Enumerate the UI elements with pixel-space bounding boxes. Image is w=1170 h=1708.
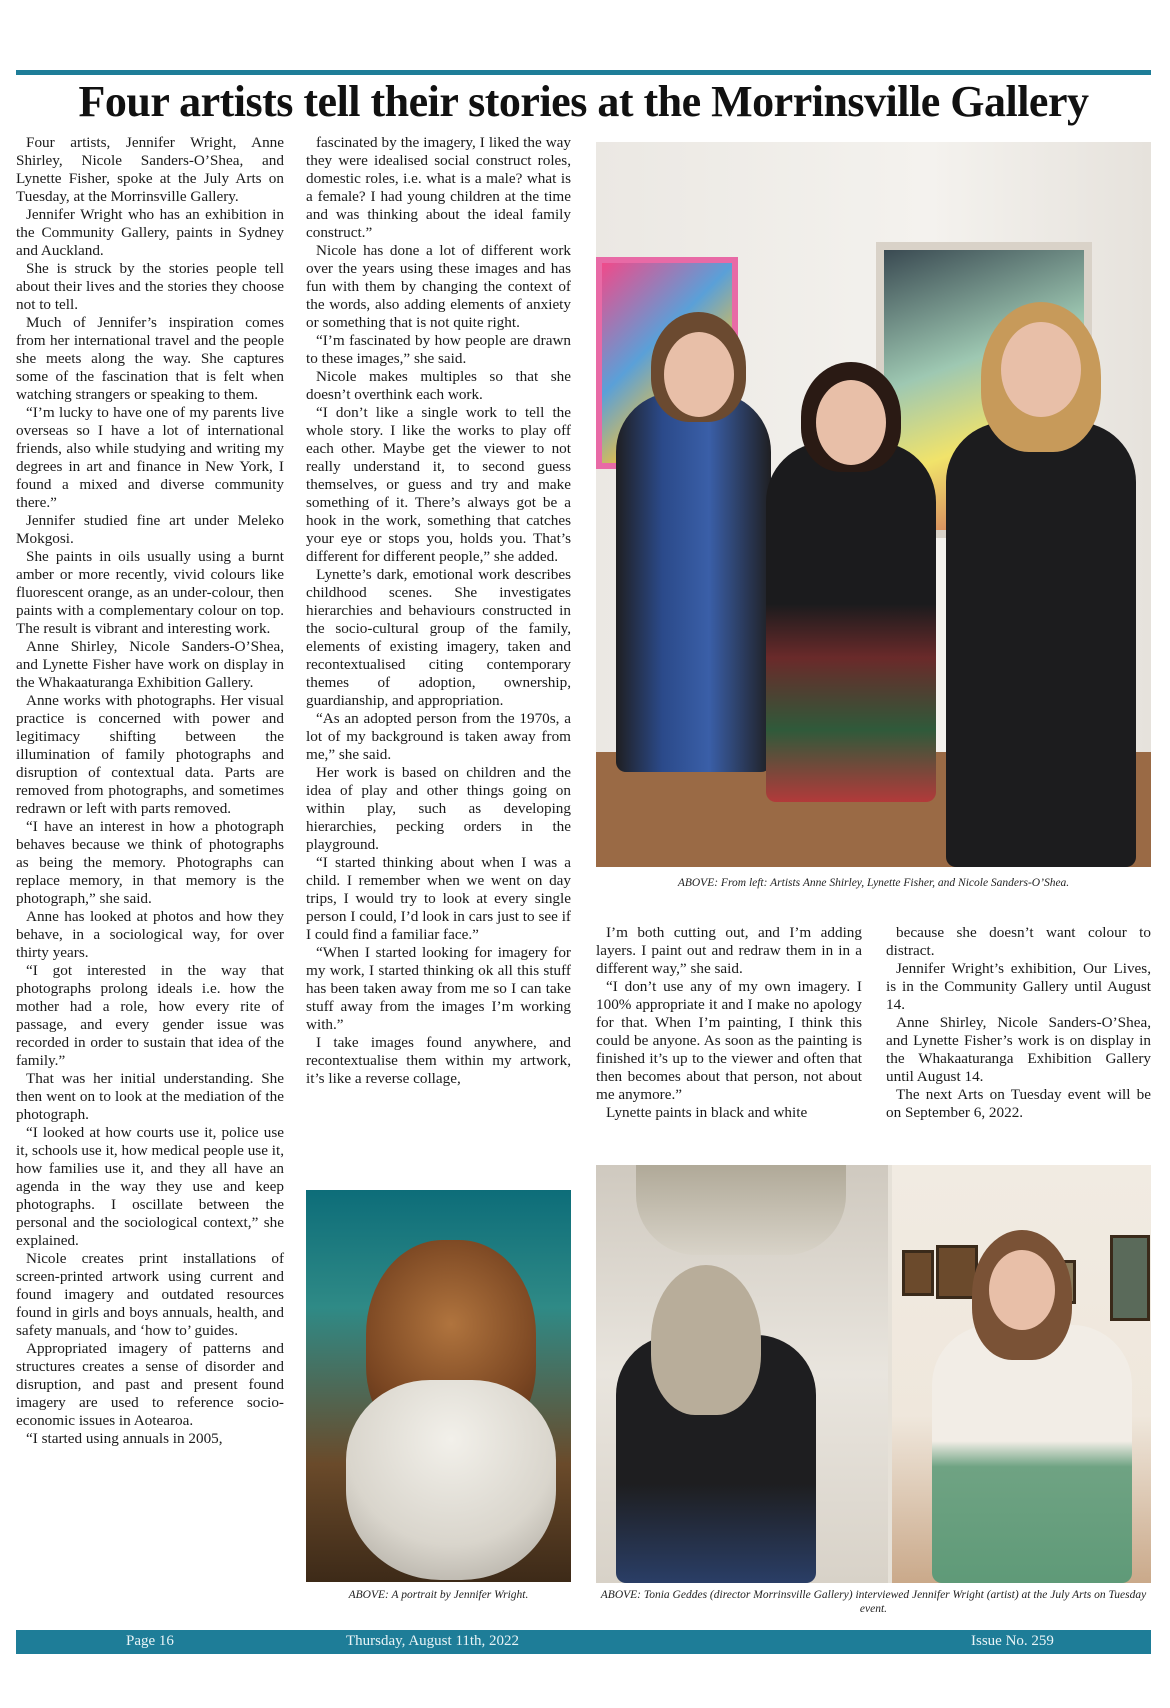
article-column-2 [306, 134, 571, 1088]
paragraph: Anne has looked at photos and how they behave, in a sociological way, for over thirty years. [16, 908, 284, 961]
paragraph: “I have an interest in how a photograph behaves because we think of photographs as being the memory. Photographs can replace memory, in that memory is the photograph,” she said. [16, 818, 284, 907]
paragraph: fascinated by the imagery, I liked the way they were idealised social construct roles, domestic roles, i.e. what is a male? what is a female? I had young children at the time and was thinking about the ideal family construct.” [306, 134, 571, 241]
paragraph: “I started using annuals in 2005, [26, 1430, 223, 1447]
group-photo-caption: ABOVE: From left: Artists Anne Shirley, Lynette Fisher, and Nicole Sanders-O’Shea. [677, 877, 1070, 889]
paragraph: “I got interested in the way that photographs prolong ideals i.e. how the mother had a role, how every rite of passage, and every gender issue was recorded in order to sustain that idea of the family.” [16, 962, 284, 1069]
issue-number: Issue No. 259 [971, 1633, 1054, 1649]
paragraph: I take images found anywhere, and recontextualise them within my artwork, it’s like a reverse collage, [306, 1034, 571, 1087]
group-photo [596, 142, 1151, 867]
interviewee-face [989, 1250, 1055, 1330]
paragraph: The next Arts on Tuesday event will be on September 6, 2022. [886, 1086, 1151, 1121]
person-middle-face [816, 380, 886, 465]
ornate-mirror [636, 1165, 846, 1255]
paragraph: “As an adopted person from the 1970s, a lot of my background is taken away from me,” she said. [306, 710, 571, 763]
wall-painting-4 [1110, 1235, 1150, 1321]
paragraph: She is struck by the stories people tell about their lives and the stories they choose not to tell. [16, 260, 284, 313]
paragraph: Her work is based on children and the idea of play and other things going on within play, such as developing hierarchies, pecking orders in the playground. [306, 764, 571, 853]
person-right-face [1001, 322, 1081, 417]
interview-photo [596, 1165, 1151, 1583]
paragraph: “I don’t like a single work to tell the whole story. I like the works to play off each other. Maybe get the viewer to not really understand it, to second guess themselves, or guess and try and make something of it. There’s always got be a hook in the work, something that catches your eye or stops you, holds you. That’s different for different people,” she added. [306, 404, 571, 565]
paragraph: Much of Jennifer’s inspiration comes from her international travel and the people she meets along the way. She captures some of the fascination that is felt when watching strangers or speaking to them. [16, 314, 284, 403]
top-rule [16, 70, 1151, 75]
paragraph: Jennifer Wright who has an exhibition in the Community Gallery, paints in Sydney and Auckland. [16, 206, 284, 259]
article-column-3 [596, 924, 862, 1122]
paragraph: Jennifer Wright’s exhibition, Our Lives, is in the Community Gallery until August 14. [886, 960, 1151, 1013]
paragraph: “I’m fascinated by how people are drawn to these images,” she said. [306, 332, 571, 367]
paragraph: Appropriated imagery of patterns and structures creates a sense of disorder and disruption, and past and present found imagery are used to reference socio-economic issues in Aotearoa. [16, 1340, 284, 1429]
paragraph: “I don’t use any of my own imagery. I 100% appropriate it and I make no apology for that. When I’m painting, I think this could be anyone. As soon as the painting is finished it’s up to the viewer and often that then becomes about that person, not about me anymore.” [596, 978, 862, 1103]
interview-left-panel [596, 1165, 888, 1583]
portrait-beard [346, 1380, 556, 1580]
article-column-4 [886, 924, 1151, 1122]
interviewer-hair [651, 1265, 761, 1415]
paragraph: I’m both cutting out, and I’m adding layers. I paint out and redraw them in in a different way,” she said. [596, 924, 862, 977]
article-column-1 [16, 134, 284, 1448]
paragraph: “When I started looking for imagery for my work, I started thinking ok all this stuff has been taken away from me so I can take stuff away from the images I’m working with.” [306, 944, 571, 1033]
paragraph: Lynette paints in black and white [606, 1104, 808, 1121]
paragraph: Jennifer studied fine art under Meleko Mokgosi. [16, 512, 284, 547]
paragraph: “I started thinking about when I was a child. I remember when we went on day trips, I would try to look at every single person I could, I’d look in cars just to see if I could find a familiar face.” [306, 854, 571, 943]
paragraph: She paints in oils usually using a burnt amber or more recently, vivid colours like fluorescent orange, as an under-colour, then paints with a complementary colour on top. The result is vibrant and interesting work. [16, 548, 284, 637]
paragraph: Nicole makes multiples so that she doesn’t overthink each work. [306, 368, 571, 403]
interviewee [932, 1325, 1132, 1583]
paragraph: That was her initial understanding. She then went on to look at the mediation of the photograph. [16, 1070, 284, 1123]
paragraph: because she doesn’t want colour to distract. [886, 924, 1151, 959]
person-middle [766, 442, 936, 802]
footer-bar [16, 1630, 1151, 1654]
interview-caption: ABOVE: Tonia Geddes (director Morrinsville Gallery) interviewed Jennifer Wright (artist) at the July Arts on Tuesday event. [600, 1589, 1147, 1615]
issue-date: Thursday, August 11th, 2022 [346, 1633, 520, 1649]
portrait-caption: ABOVE: A portrait by Jennifer Wright. [348, 1589, 529, 1601]
paragraph: Anne Shirley, Nicole Sanders-O’Shea, and Lynette Fisher have work on display in the Whakaaturanga Exhibition Gallery. [16, 638, 284, 691]
person-right [946, 422, 1136, 867]
paragraph: “I’m lucky to have one of my parents live overseas so I have a lot of international friends, also while studying and writing my degrees in art and finance in New York, I found a mixed and diverse community there.” [16, 404, 284, 511]
portrait-painting [306, 1190, 571, 1582]
page-number: Page 16 [126, 1633, 174, 1649]
headline: Four artists tell their stories at the Morrinsville Gallery [78, 77, 1089, 126]
paragraph: Lynette’s dark, emotional work describes childhood scenes. She investigates hierarchies and behaviours constructed in the socio-cultural group of the family, elements of existing imagery, taken and recontextualised citing contemporary themes of adoption, ownership, guardianship, and appropriation. [306, 566, 571, 709]
person-left-face [664, 332, 734, 417]
paragraph: Four artists, Jennifer Wright, Anne Shirley, Nicole Sanders-O’Shea, and Lynette Fisher, spoke at the July Arts on Tuesday, at the Morrinsville Gallery. [16, 134, 284, 205]
paragraph: Anne works with photographs. Her visual practice is concerned with power and legitimacy shifting between the illumination of family photographs and disruption of contextual data. Parts are removed from photographs, and sometimes redrawn or left with parts removed. [16, 692, 284, 817]
paragraph: “I looked at how courts use it, police use it, schools use it, how medical people use it, how families use it, and they all have an agenda in the way they use and keep photographs. I oscillate between the personal and the sociological context,” she explained. [16, 1124, 284, 1249]
person-left [616, 392, 771, 772]
paragraph: Nicole creates print installations of screen-printed artwork using current and found imagery and outdated resources found in girls and boys annuals, health, and safety manuals, and ‘how to’ guides. [16, 1250, 284, 1339]
paragraph: Nicole has done a lot of different work over the years using these images and has fun with them by changing the context of the words, also adding elements of anxiety or something that is not quite right. [306, 242, 571, 331]
paragraph: Anne Shirley, Nicole Sanders-O’Shea, and Lynette Fisher’s work is on display in the Whakaaturanga Exhibition Gallery until August 14. [886, 1014, 1151, 1085]
wall-painting-1 [902, 1250, 934, 1296]
interview-right-panel [892, 1165, 1151, 1583]
